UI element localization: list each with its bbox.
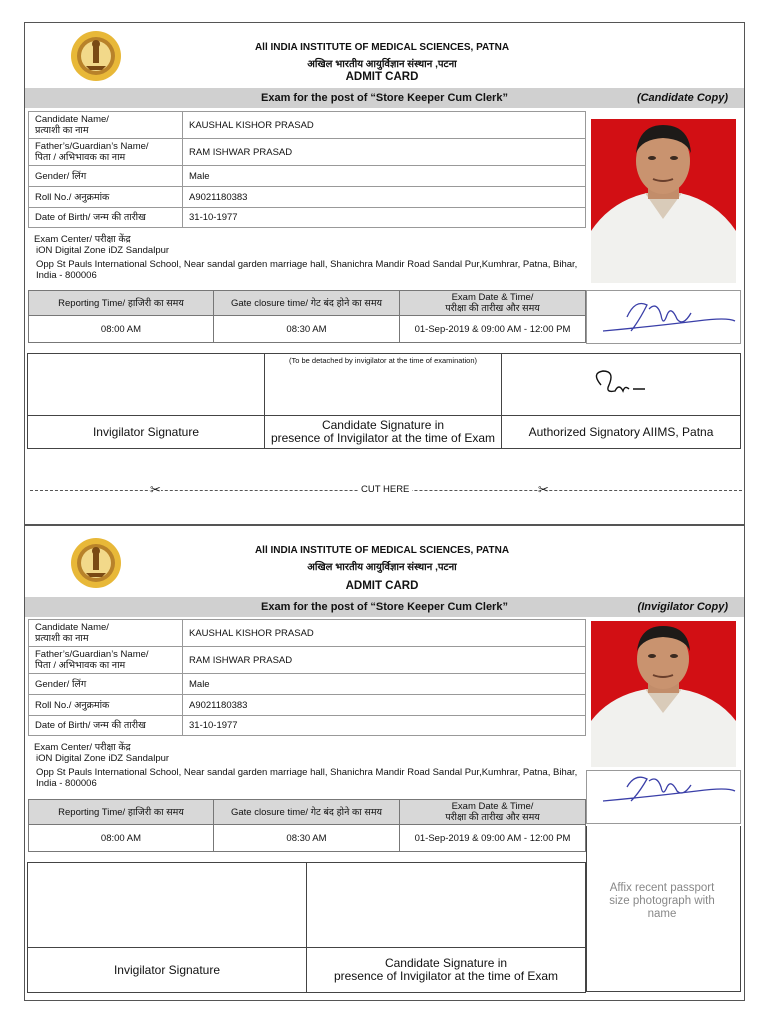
center-label: Exam Center/ परीक्षा केंद्र	[34, 234, 131, 245]
center-address: Opp St Pauls International School, Near sandal garden marriage hall, Shanichra Mandir Road Sandal Pur,Kumhrar, Patna, Bihar, India - 800006	[36, 767, 578, 789]
admit-card-title: ADMIT CARD	[345, 71, 419, 83]
authorized-signature-icon	[581, 363, 661, 403]
scissors-icon: ✂	[538, 482, 549, 497]
exam-title: Exam for the post of “Store Keeper Cum Clerk”	[261, 92, 508, 104]
authorized-sign-label: Authorized Signatory AIIMS, Patna	[502, 416, 741, 449]
dob-label: Date of Birth/ जन्म की तारीख	[29, 716, 183, 736]
exam-datetime: 01-Sep-2019 & 09:00 AM - 12:00 PM	[400, 825, 586, 852]
institute-name-en: All INDIA INSTITUTE OF MEDICAL SCIENCES, PATNA	[254, 42, 510, 53]
father-label: Father’s/Guardian’s Name/ पिता / अभिभावक का नाम	[29, 139, 183, 166]
name-label: Candidate Name/ प्रत्याशी का नाम	[29, 112, 183, 139]
dob-label: Date of Birth/ जन्म की तारीख	[29, 208, 183, 228]
candidate-sign-space	[307, 863, 586, 948]
aiims-logo-icon	[70, 30, 122, 82]
candidate-sign-label: Candidate Signature in presence of Invigilator at the time of Exam	[307, 948, 586, 993]
gate-time: 08:30 AM	[214, 316, 400, 343]
dob-value: 31-10-1977	[183, 208, 586, 228]
gender-label: Gender/ लिंग	[29, 674, 183, 695]
roll-label: Roll No./ अनुक्रमांक	[29, 187, 183, 208]
timing-table	[28, 799, 586, 852]
scissors-icon: ✂	[150, 482, 161, 497]
institute-name-hi: अखिल भारतीय आयुर्विज्ञान संस्थान ,पटना	[307, 562, 457, 573]
date-label: Exam Date & Time/ परीक्षा की तारीख और समय	[400, 291, 586, 316]
candidate-photo	[591, 621, 736, 767]
center-address: Opp St Pauls International School, Near sandal garden marriage hall, Shanichra Mandir Road Sandal Pur,Kumhrar, Patna, Bihar, India - 800006	[36, 259, 578, 281]
reporting-label: Reporting Time/ हाजिरी का समय	[29, 291, 214, 316]
aiims-logo-icon	[70, 537, 122, 589]
roll-value: A9021180383	[183, 187, 586, 208]
exam-title-band	[25, 88, 744, 108]
invigilator-sign-label: Invigilator Signature	[28, 416, 265, 449]
gender-value: Male	[183, 166, 586, 187]
reporting-label: Reporting Time/ हाजिरी का समय	[29, 800, 214, 825]
gender-value: Male	[183, 674, 586, 695]
candidate-sign-label: Candidate Signature in presence of Invigilator at the time of Exam	[265, 416, 502, 449]
father-name: RAM ISHWAR PRASAD	[183, 139, 586, 166]
date-label: Exam Date & Time/ परीक्षा की तारीख और समय	[400, 800, 586, 825]
gate-time: 08:30 AM	[214, 825, 400, 852]
admit-card-title: ADMIT CARD	[345, 580, 419, 592]
exam-title: Exam for the post of “Store Keeper Cum Clerk”	[261, 601, 508, 613]
detach-note: (To be detached by invigilator at the time of examination)	[265, 354, 502, 416]
father-name: RAM ISHWAR PRASAD	[183, 647, 586, 674]
exam-title-band	[25, 597, 744, 617]
invigilator-sign-label: Invigilator Signature	[28, 948, 307, 993]
center-label: Exam Center/ परीक्षा केंद्र	[34, 742, 131, 753]
dob-value: 31-10-1977	[183, 716, 586, 736]
father-label: Father’s/Guardian’s Name/ पिता / अभिभावक का नाम	[29, 647, 183, 674]
gate-label: Gate closure time/ गेट बंद होने का समय	[214, 291, 400, 316]
roll-value: A9021180383	[183, 695, 586, 716]
signature-table-invigilator-copy	[27, 862, 586, 993]
candidate-signature-icon	[587, 771, 742, 825]
person-photo-icon	[591, 621, 736, 767]
candidate-name: KAUSHAL KISHOR PRASAD	[183, 620, 586, 647]
authorized-sign-space	[502, 354, 741, 416]
exam-datetime: 01-Sep-2019 & 09:00 AM - 12:00 PM	[400, 316, 586, 343]
roll-label: Roll No./ अनुक्रमांक	[29, 695, 183, 716]
copy-label: (Candidate Copy)	[636, 92, 728, 104]
signature-table-candidate-copy	[27, 353, 741, 449]
reporting-time: 08:00 AM	[29, 825, 214, 852]
candidate-info-table	[28, 619, 586, 736]
candidate-photo	[591, 119, 736, 283]
person-photo-icon	[591, 119, 736, 283]
name-label: Candidate Name/ प्रत्याशी का नाम	[29, 620, 183, 647]
institute-name-hi: अखिल भारतीय आयुर्विज्ञान संस्थान ,पटना	[307, 59, 457, 70]
institute-name-en: All INDIA INSTITUTE OF MEDICAL SCIENCES, PATNA	[254, 545, 510, 556]
exam-center-block	[34, 742, 582, 789]
candidate-signature-box	[586, 770, 741, 824]
exam-center-block	[34, 234, 582, 281]
candidate-name: KAUSHAL KISHOR PRASAD	[183, 112, 586, 139]
gate-label: Gate closure time/ गेट बंद होने का समय	[214, 800, 400, 825]
center-name: iON Digital Zone iDZ Sandalpur	[36, 753, 170, 764]
timing-table	[28, 290, 586, 343]
reporting-time: 08:00 AM	[29, 316, 214, 343]
copy-label: (Invigilator Copy)	[637, 601, 728, 613]
invigilator-sign-space	[28, 863, 307, 948]
center-name: iON Digital Zone iDZ Sandalpur	[36, 245, 170, 256]
candidate-signature-icon	[587, 291, 742, 345]
gender-label: Gender/ लिंग	[29, 166, 183, 187]
affix-photo-note: Affix recent passport size photograph with name	[609, 882, 715, 920]
cut-here-label: CUT HERE	[358, 484, 412, 495]
candidate-info-table	[28, 111, 586, 228]
candidate-signature-box	[586, 290, 741, 344]
invigilator-sign-space	[28, 354, 265, 416]
cut-here-line	[30, 484, 742, 496]
